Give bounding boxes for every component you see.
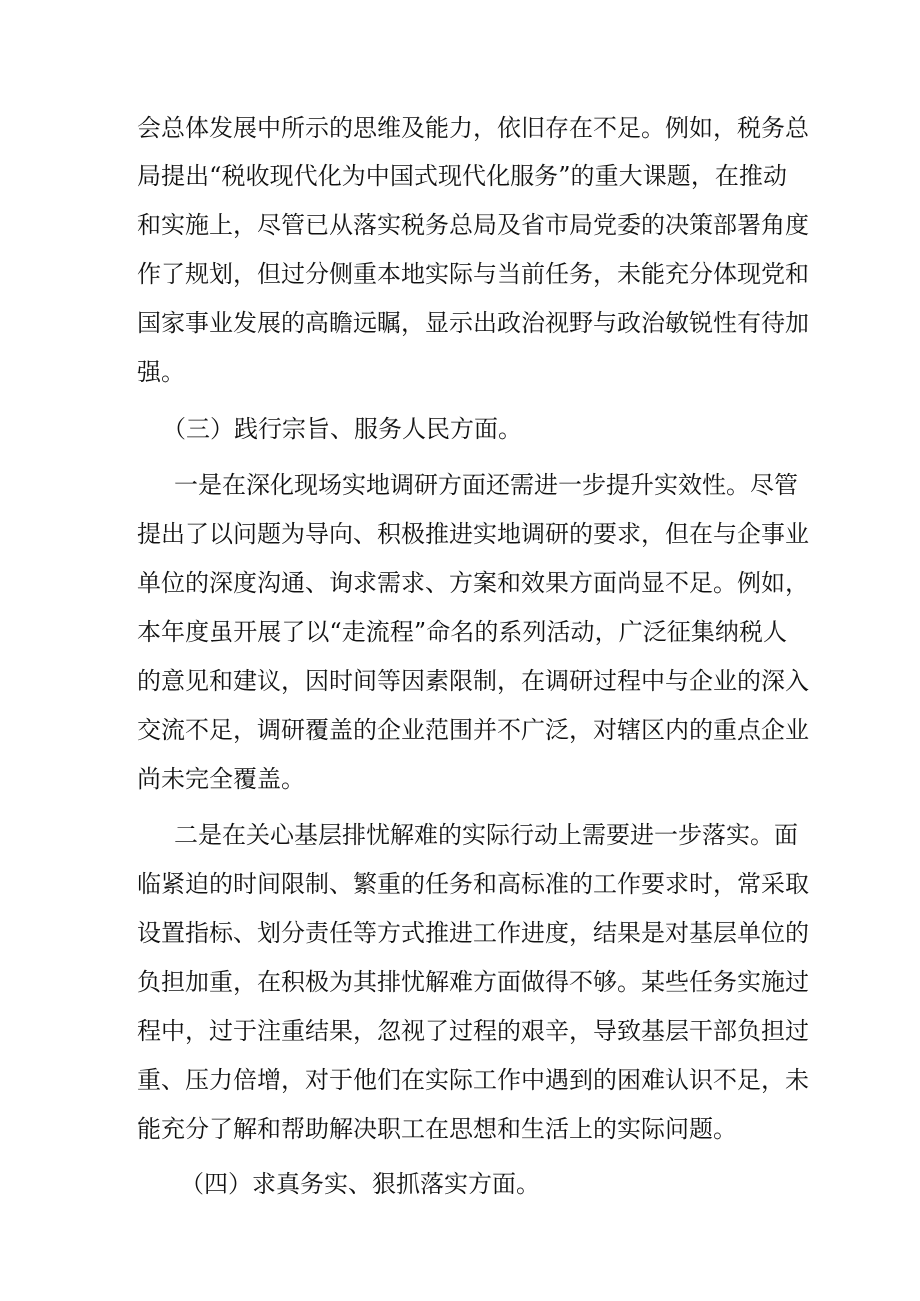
paragraph-line: 程中，过于注重结果，忽视了过程的艰辛，导致基层干部负担过: [137, 1017, 809, 1045]
paragraph-line: 局提出“税收现代化为中国式现代化服务”的重大课题，在推动: [137, 162, 787, 190]
paragraph-line: 单位的深度沟通、询求需求、方案和效果方面尚显不足。例如，: [137, 569, 809, 597]
paragraph-line: 本年度虽开展了以“走流程”命名的系列活动，广泛征集纳税人: [137, 618, 787, 646]
paragraph-line: 负担加重，在积极为其排忧解难方面做得不够。某些任务实施过: [137, 968, 809, 996]
paragraph-line: 临紧迫的时间限制、繁重的任务和高标准的工作要求时，常采取: [137, 870, 809, 898]
paragraph-line: 交流不足，调研覆盖的企业范围并不广泛，对辖区内的重点企业: [137, 716, 809, 744]
paragraph-line: 强。: [137, 358, 185, 386]
paragraph-line: 的意见和建议，因时间等因素限制，在调研过程中与企业的深入: [137, 667, 809, 695]
paragraph-line: 设置指标、划分责任等方式推进工作进度，结果是对基层单位的: [137, 919, 809, 947]
paragraph-line: 和实施上，尽管已从落实税务总局及省市局党委的决策部署角度: [137, 211, 809, 239]
paragraph-line: 国家事业发展的高瞻远瞩，显示出政治视野与政治敏锐性有待加: [137, 309, 809, 337]
paragraph-line: 一是在深化现场实地调研方面还需进一步提升实效性。尽管: [174, 471, 798, 499]
paragraph-line: 作了规划，但过分侧重本地实际与当前任务，未能充分体现党和: [137, 260, 809, 288]
paragraph-line: 能充分了解和帮助解决职工在思想和生活上的实际问题。: [137, 1115, 737, 1143]
paragraph-line: 会总体发展中所示的思维及能力，依旧存在不足。例如，税务总: [137, 114, 809, 142]
paragraph-line: 提出了以问题为导向、积极推进实地调研的要求，但在与企事业: [137, 520, 809, 548]
paragraph-line: 尚未完全覆盖。: [137, 765, 305, 793]
paragraph-line: 二是在关心基层排忧解难的实际行动上需要进一步落实。面: [174, 821, 798, 849]
paragraph-line: 重、压力倍增，对于他们在实际工作中遇到的困难认识不足，未: [137, 1066, 809, 1094]
section-heading: （四）求真务实、狠抓落实方面。: [180, 1170, 540, 1198]
section-heading: （三）践行宗旨、服务人民方面。: [162, 415, 522, 443]
